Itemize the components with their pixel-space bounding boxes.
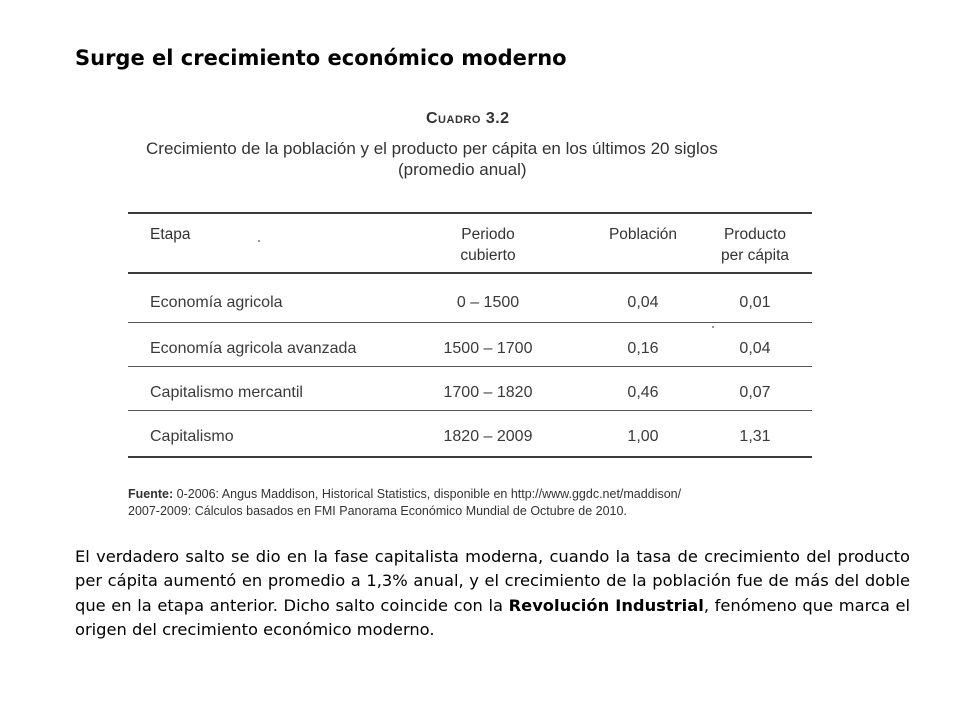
paragraph-text-after: , fenómeno que marca el origen del crecimiento económico moderno. [75,595,910,639]
table-row-etapa: Capitalismo mercantil [150,384,303,401]
table-row-poblacion: 0,04 [627,294,659,311]
table-source [128,486,818,520]
paragraph-bold-term: Revolución Industrial [508,595,704,615]
table-row-producto: 1,31 [739,428,771,445]
table-row-poblacion: 0,16 [627,340,659,357]
source-line2: 2007-2009: Cálculos basados en FMI Panorama Económico Mundial de Octubre de 2010. [128,504,627,518]
table-row-periodo: 1700 – 1820 [443,384,533,401]
table-row-etapa: Economía agricola avanzada [150,340,357,357]
table-row-etapa: Capitalismo [150,428,234,445]
table-title-line2: (promedio anual) [398,160,527,179]
page-title: Surge el crecimiento económico moderno [75,46,567,70]
source-line1 [128,486,818,503]
table-title-line1: Crecimiento de la población y el producto per cápita en los últimos 20 siglos [146,139,718,158]
table-row-producto: 0,01 [739,294,771,311]
header-periodo-line1: Periodo [461,226,515,243]
header-producto-line2: per cápita [720,247,790,264]
table-row-producto: 0,04 [739,340,771,357]
table-label: Cuadro 3.2 [426,110,510,127]
table-image [128,104,818,524]
header-producto [700,224,810,266]
header-producto-line1: Producto [723,226,787,243]
scan-speck [712,326,714,328]
table-row-periodo: 1820 – 2009 [443,428,533,445]
header-poblacion: Población [608,226,678,243]
paragraph-text-before: El verdadero salto se dio en la fase capitalista moderna, cuando la tasa de crecimiento del producto per cápita aumentó en promedio a 1,3% anual, y el crecimiento de la población fue de más del doble que en la etapa anterior. Dicho salto coincide con la [75,547,910,615]
body-paragraph [75,545,910,642]
scan-speck [258,240,260,242]
table-row-etapa: Economía agricola [150,294,283,311]
table-row-poblacion: 0,46 [627,384,659,401]
header-etapa: Etapa [150,226,191,243]
header-periodo [428,224,548,266]
header-periodo-line2: cubierto [460,247,516,264]
table-row-poblacion: 1,00 [627,428,659,445]
source-label: Fuente: [128,487,174,501]
table-row-periodo: 1500 – 1700 [443,340,533,357]
header-rule [128,272,812,274]
table-top-rule [128,212,812,214]
source-text1: 0-2006: Angus Maddison, Historical Statistics, disponible en http://www.ggdc.net/maddison/ [176,487,682,501]
table-bottom-rule [128,456,812,458]
table-row-periodo: 0 – 1500 [456,294,520,311]
row-divider [128,410,812,411]
row-divider [128,366,812,367]
row-divider [128,322,812,323]
table-row-producto: 0,07 [739,384,771,401]
table-title [146,138,821,180]
